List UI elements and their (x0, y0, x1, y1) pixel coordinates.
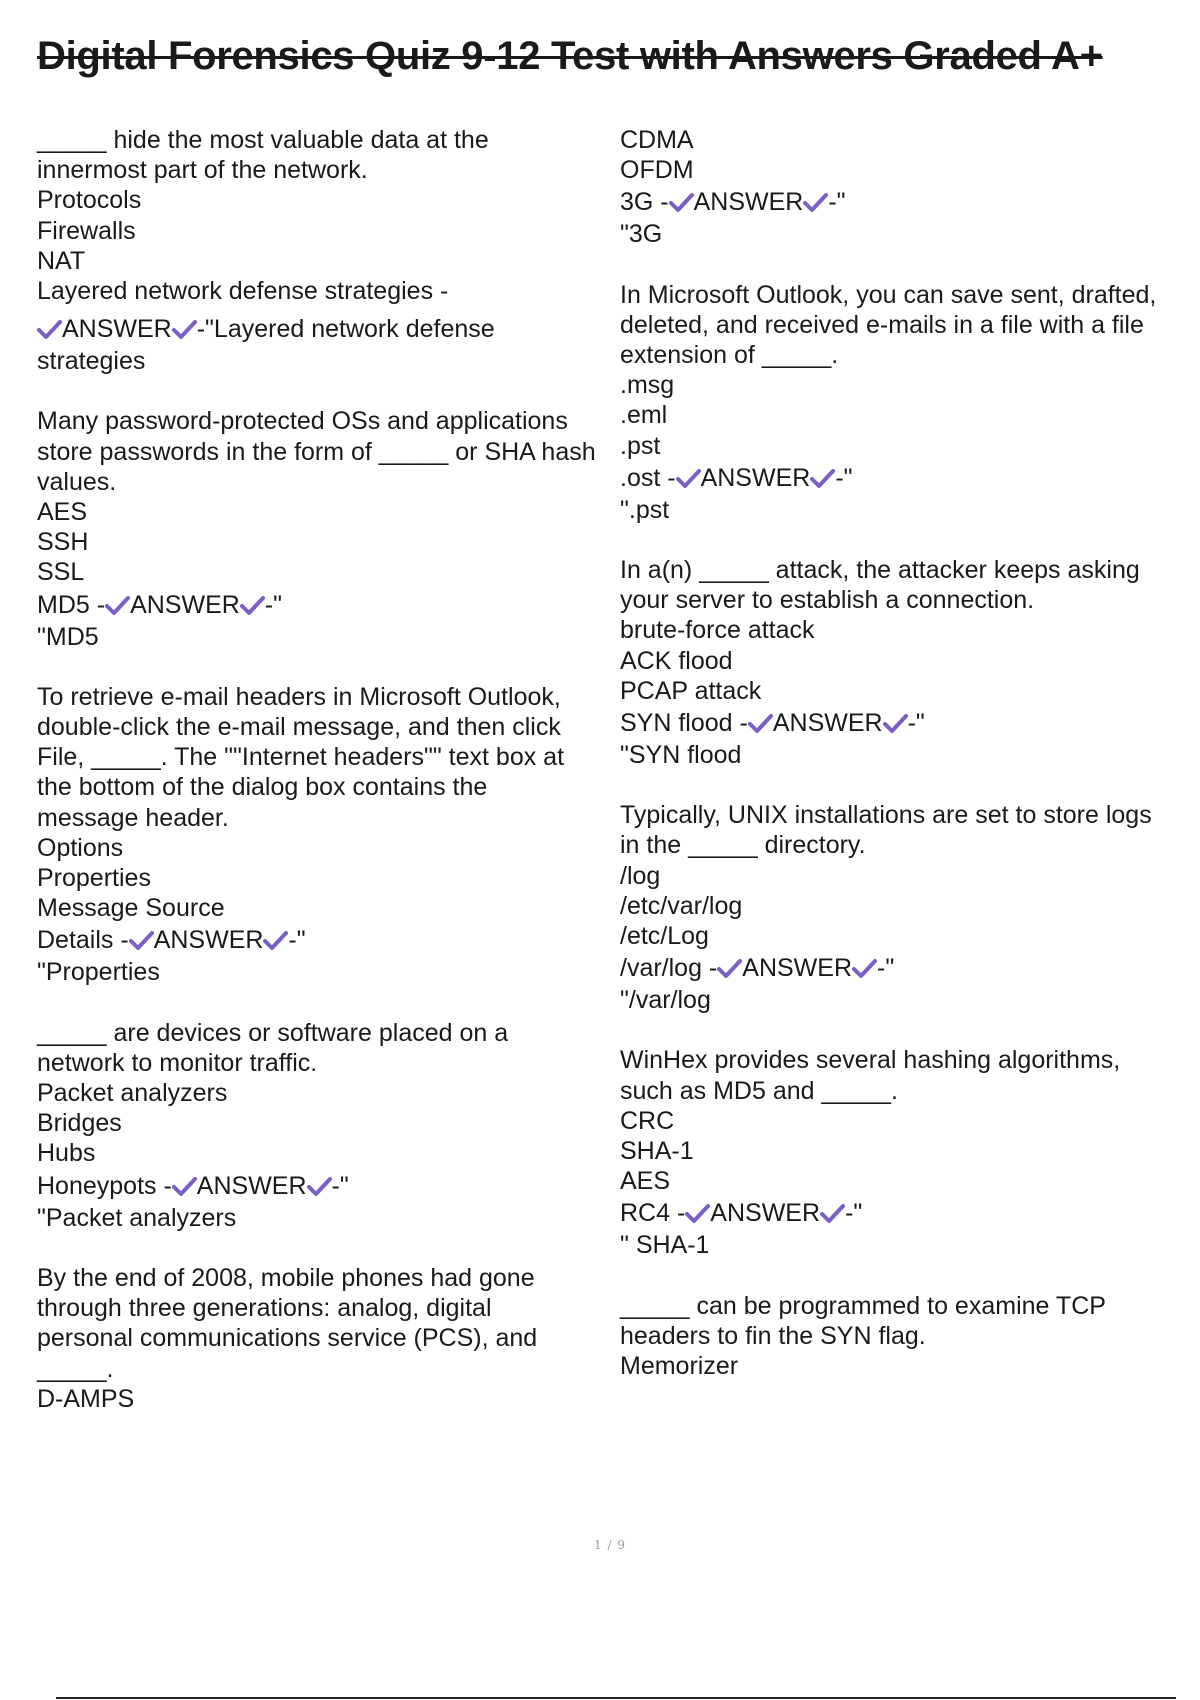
check-icon (172, 318, 197, 340)
answer-prefix: Details - (37, 926, 129, 955)
question-line: AES (37, 498, 88, 527)
check-icon (717, 957, 742, 979)
answer-prefix: MD5 - (37, 590, 106, 619)
question-line: Layered network defense strategies - (37, 277, 449, 306)
answer-prefix: Honeypots - (37, 1171, 172, 1200)
check-icon (685, 1202, 710, 1224)
question-line: brute-force attack (620, 616, 815, 645)
correct-answer: "SYN flood (620, 741, 742, 770)
question-line: _____. (37, 1354, 114, 1383)
question-line: File, _____. The ""Internet headers"" text box at (37, 743, 565, 772)
question-line: the bottom of the dialog box contains the (37, 773, 488, 802)
check-icon (676, 467, 701, 489)
question-line: innermost part of the network. (37, 156, 368, 185)
answer-prefix: RC4 - (620, 1199, 686, 1228)
check-icon (820, 1202, 845, 1224)
correct-answer: " SHA-1 (620, 1231, 710, 1260)
question-line: Hubs (37, 1139, 96, 1168)
check-icon (263, 929, 288, 951)
answer-line (37, 312, 495, 346)
answer-label: ANSWER (62, 315, 172, 344)
question-block (37, 1018, 612, 1233)
question-line: D-AMPS (37, 1384, 135, 1413)
question-line: Memorizer (620, 1352, 739, 1381)
answer-line (620, 461, 853, 495)
question-block (37, 125, 612, 376)
check-icon (172, 1175, 197, 1197)
question-line: network to monitor traffic. (37, 1048, 318, 1077)
answer-line (37, 923, 306, 957)
answer-line (37, 588, 282, 622)
check-icon (129, 929, 154, 951)
question-line: WinHex provides several hashing algorithms, (620, 1046, 1121, 1075)
document-title: Digital Forensics Quiz 9-12 Test with Answers Graded A+ (37, 34, 1103, 78)
correct-answer: ".pst (620, 495, 670, 524)
correct-answer: "Packet analyzers (37, 1203, 237, 1232)
check-icon (748, 712, 773, 734)
correct-answer: "/var/log (620, 986, 711, 1015)
question-line: Packet analyzers (37, 1079, 228, 1108)
correct-answer: "3G (620, 220, 663, 249)
answer-line (37, 1169, 349, 1203)
question-line: SHA-1 (620, 1137, 694, 1166)
answer-suffix: -" (828, 188, 846, 217)
correct-answer: "MD5 (37, 622, 99, 651)
bottom-rule (56, 1697, 1176, 1699)
check-icon (240, 594, 265, 616)
question-block (37, 406, 612, 651)
question-line: Protocols (37, 186, 142, 215)
page-number: 1 / 9 (594, 1538, 626, 1552)
question-line: values. (37, 467, 117, 496)
answer-suffix: -" (331, 1171, 349, 1200)
question-line: Many password-protected OSs and applications (37, 407, 568, 436)
answer-line (620, 951, 894, 985)
question-line: To retrieve e-mail headers in Microsoft Outlook, (37, 682, 561, 711)
right-column (620, 125, 1190, 1411)
check-icon (810, 467, 835, 489)
answer-prefix: 3G - (620, 188, 669, 217)
question-line: CDMA (620, 126, 694, 154)
question-line: SSH (37, 528, 89, 557)
question-line: Message Source (37, 894, 225, 923)
question-line: headers to fin the SYN flag. (620, 1321, 926, 1350)
question-line: through three generations: analog, digital (37, 1294, 492, 1323)
check-icon (37, 318, 62, 340)
question-line: Bridges (37, 1109, 122, 1138)
answer-label: ANSWER (196, 1171, 307, 1200)
question-line: extension of _____. (620, 341, 839, 370)
question-line: in the _____ directory. (620, 831, 866, 860)
correct-answer: strategies (37, 347, 146, 376)
question-line: SSL (37, 558, 85, 587)
answer-suffix: -"Layered network defense (196, 315, 495, 344)
question-line: By the end of 2008, mobile phones had gone (37, 1263, 535, 1292)
question-block (620, 280, 1190, 525)
answer-label: ANSWER (742, 954, 852, 983)
answer-label: ANSWER (153, 926, 264, 955)
question-line: double-click the e-mail message, and then click (37, 713, 561, 742)
question-line: message header. (37, 803, 229, 832)
answer-label: ANSWER (130, 590, 240, 619)
answer-suffix: -" (845, 1199, 863, 1228)
question-block (620, 800, 1190, 1015)
answer-label: ANSWER (693, 188, 804, 217)
question-line: Typically, UNIX installations are set to store logs (620, 801, 1152, 830)
question-line: deleted, and received e-mails in a file with a file (620, 310, 1144, 339)
answer-prefix: /var/log - (620, 954, 718, 983)
question-line: In Microsoft Outlook, you can save sent, drafted, (620, 280, 1157, 309)
question-line: your server to establish a connection. (620, 586, 1035, 615)
question-line: Options (37, 833, 124, 862)
question-line: AES (620, 1167, 671, 1196)
correct-answer: "Properties (37, 958, 160, 987)
question-line: /log (620, 861, 661, 890)
answer-prefix: SYN flood - (620, 709, 748, 738)
question-line: .pst (620, 431, 661, 460)
question-line: Properties (37, 864, 151, 893)
question-block (620, 1045, 1190, 1260)
question-line: .msg (620, 371, 675, 400)
question-block (37, 682, 612, 988)
answer-suffix: -" (835, 463, 853, 492)
check-icon (803, 191, 828, 213)
question-line: /etc/var/log (620, 891, 743, 920)
answer-suffix: -" (907, 709, 925, 738)
answer-label: ANSWER (700, 463, 811, 492)
question-line: PCAP attack (620, 676, 762, 705)
answer-suffix: -" (877, 954, 895, 983)
question-line: personal communications service (PCS), and (37, 1324, 538, 1353)
answer-suffix: -" (288, 926, 306, 955)
answer-line (620, 1196, 862, 1230)
question-line: /etc/Log (620, 922, 709, 951)
answer-suffix: -" (264, 590, 282, 619)
question-block (37, 1263, 612, 1414)
check-icon (669, 191, 694, 213)
question-line: OFDM (620, 156, 694, 185)
question-line: In a(n) _____ attack, the attacker keeps asking (620, 556, 1140, 585)
check-icon (852, 957, 877, 979)
question-line: ACK flood (620, 646, 733, 675)
left-column (37, 125, 612, 1444)
question-line: CRC (620, 1106, 675, 1135)
answer-label: ANSWER (772, 709, 883, 738)
answer-line (620, 185, 846, 219)
question-line: _____ hide the most valuable data at the (37, 126, 489, 154)
question-line: _____ are devices or software placed on a (37, 1018, 509, 1047)
question-line: .eml (620, 401, 668, 430)
question-line: _____ can be programmed to examine TCP (620, 1291, 1106, 1320)
question-line: store passwords in the form of _____ or SHA hash (37, 437, 596, 466)
question-block (620, 125, 1190, 250)
question-line: such as MD5 and _____. (620, 1076, 898, 1105)
question-line: Firewalls (37, 216, 136, 245)
check-icon (307, 1175, 332, 1197)
check-icon (105, 594, 130, 616)
answer-prefix: .ost - (620, 463, 676, 492)
question-block (620, 555, 1190, 770)
question-block (620, 1291, 1190, 1382)
check-icon (883, 712, 908, 734)
question-line: NAT (37, 246, 86, 275)
answer-line (620, 706, 925, 740)
answer-label: ANSWER (710, 1199, 821, 1228)
